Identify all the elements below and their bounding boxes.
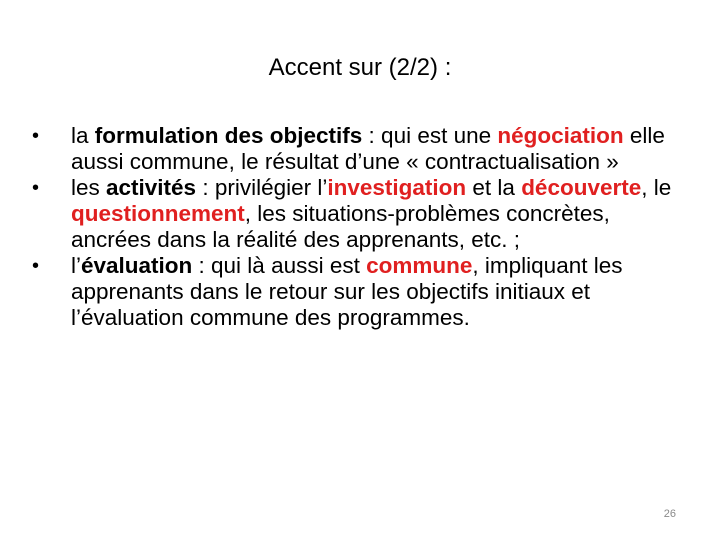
- bullet-icon: •: [32, 177, 40, 199]
- bullet-text: [71, 123, 665, 174]
- bullet-item-activites: [26, 175, 696, 253]
- text-segment: , impliquant les apprenants dans le retour sur les objectifs initiaux et l’évaluation commune des programmes.: [71, 253, 623, 330]
- bullet-icon: •: [32, 255, 40, 277]
- highlighted-term: investigation: [327, 175, 467, 200]
- bullet-text: [71, 253, 622, 330]
- bold-term: évaluation: [81, 253, 193, 278]
- bullet-icon: •: [32, 125, 40, 147]
- text-segment: la: [71, 123, 95, 148]
- highlighted-term: questionnement: [71, 201, 245, 226]
- text-segment: , les situations-problèmes concrètes, ancrées dans la réalité des apprenants, etc. ;: [71, 201, 610, 252]
- bullet-text: [71, 175, 671, 252]
- bullet-item-formulation: [26, 123, 696, 175]
- bullet-item-evaluation: [26, 253, 696, 331]
- text-segment: et la: [466, 175, 522, 200]
- bold-term: formulation des objectifs: [94, 123, 363, 148]
- highlighted-term: découverte: [521, 175, 642, 200]
- bullet-list: [26, 123, 696, 331]
- text-segment: : privilégier l’: [196, 175, 328, 200]
- text-segment: l’: [71, 253, 81, 278]
- highlighted-term: commune: [366, 253, 473, 278]
- text-segment: , le: [641, 175, 672, 200]
- text-segment: elle aussi commune, le résultat d’une « contractualisation »: [71, 123, 665, 174]
- bold-term: activités: [106, 175, 197, 200]
- highlighted-term: négociation: [497, 123, 624, 148]
- text-segment: : qui là aussi est: [192, 253, 367, 278]
- page-number: 26: [663, 508, 676, 520]
- slide-title: Accent sur (2/2) :: [268, 54, 452, 81]
- text-segment: les: [71, 175, 107, 200]
- text-segment: : qui est une: [362, 123, 498, 148]
